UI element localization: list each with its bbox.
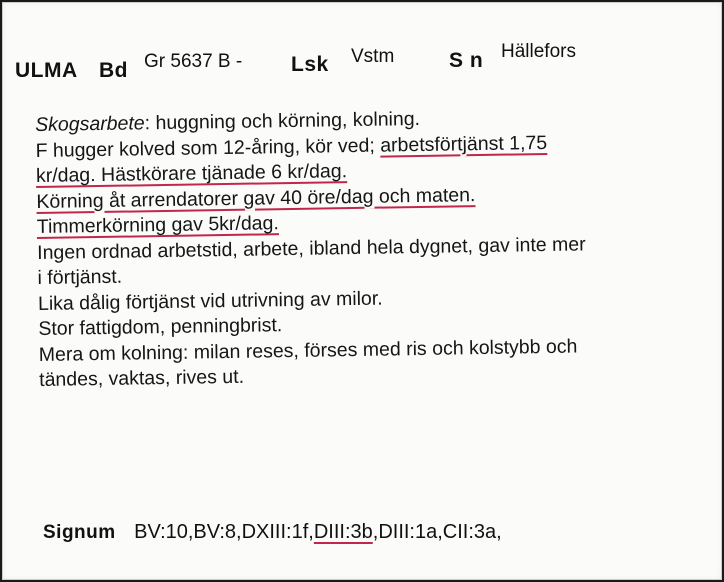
body-line-8: Lika dålig förtjänst vid utrivning av milor. [37, 287, 383, 315]
signum-codes-1: BV:10,BV:8,DXIII:1f, [134, 521, 314, 543]
body-line-11: tändes, vaktas, rives ut. [39, 365, 245, 391]
card-body [35, 102, 709, 393]
signum-row [43, 521, 502, 544]
gr-value: Gr 5637 B - [144, 51, 243, 72]
archive-card [2, 2, 722, 580]
topic-word: Skogsarbete [35, 112, 145, 136]
underlined-earnings-2: kr/dag. Hästkörare tjänade 6 kr/dag. [35, 160, 348, 187]
sn-value: Hällefors [501, 41, 576, 62]
sn-label: S n [449, 49, 484, 72]
lsk-value: Vstm [351, 46, 395, 67]
signum-codes-2: ,DIII:1a,CII:3a, [372, 521, 502, 543]
signum-code-underlined: DIII:3b [313, 521, 373, 543]
underlined-earnings-3: Körning åt arrendatorer gav 40 öre/dag och maten. [36, 183, 476, 213]
body-line-7: i förtjänst. [37, 265, 123, 289]
body-line-6: Ingen ordnad arbetstid, arbete, ibland hela dygnet, gav inte mer [37, 232, 586, 264]
body-line-2-plain: F hugger kolved som 12-åring, kör ved; [35, 134, 381, 162]
signum-label: Signum [43, 522, 116, 543]
body-line-1-rest: : huggning och körning, kolning. [144, 107, 421, 135]
archive-label: ULMA [15, 59, 78, 82]
card-header [15, 41, 709, 81]
underlined-earnings-1: arbetsförtjänst 1,75 [380, 131, 548, 157]
underlined-earnings-4: Timmerkörning gav 5kr/dag. [36, 212, 279, 238]
bd-label: Bd [99, 59, 128, 82]
lsk-label: Lsk [291, 53, 329, 76]
body-line-9: Stor fattigdom, penningbrist. [38, 314, 283, 340]
body-line-10: Mera om kolning: milan reses, förses med ris och kolstybb och [38, 335, 578, 366]
